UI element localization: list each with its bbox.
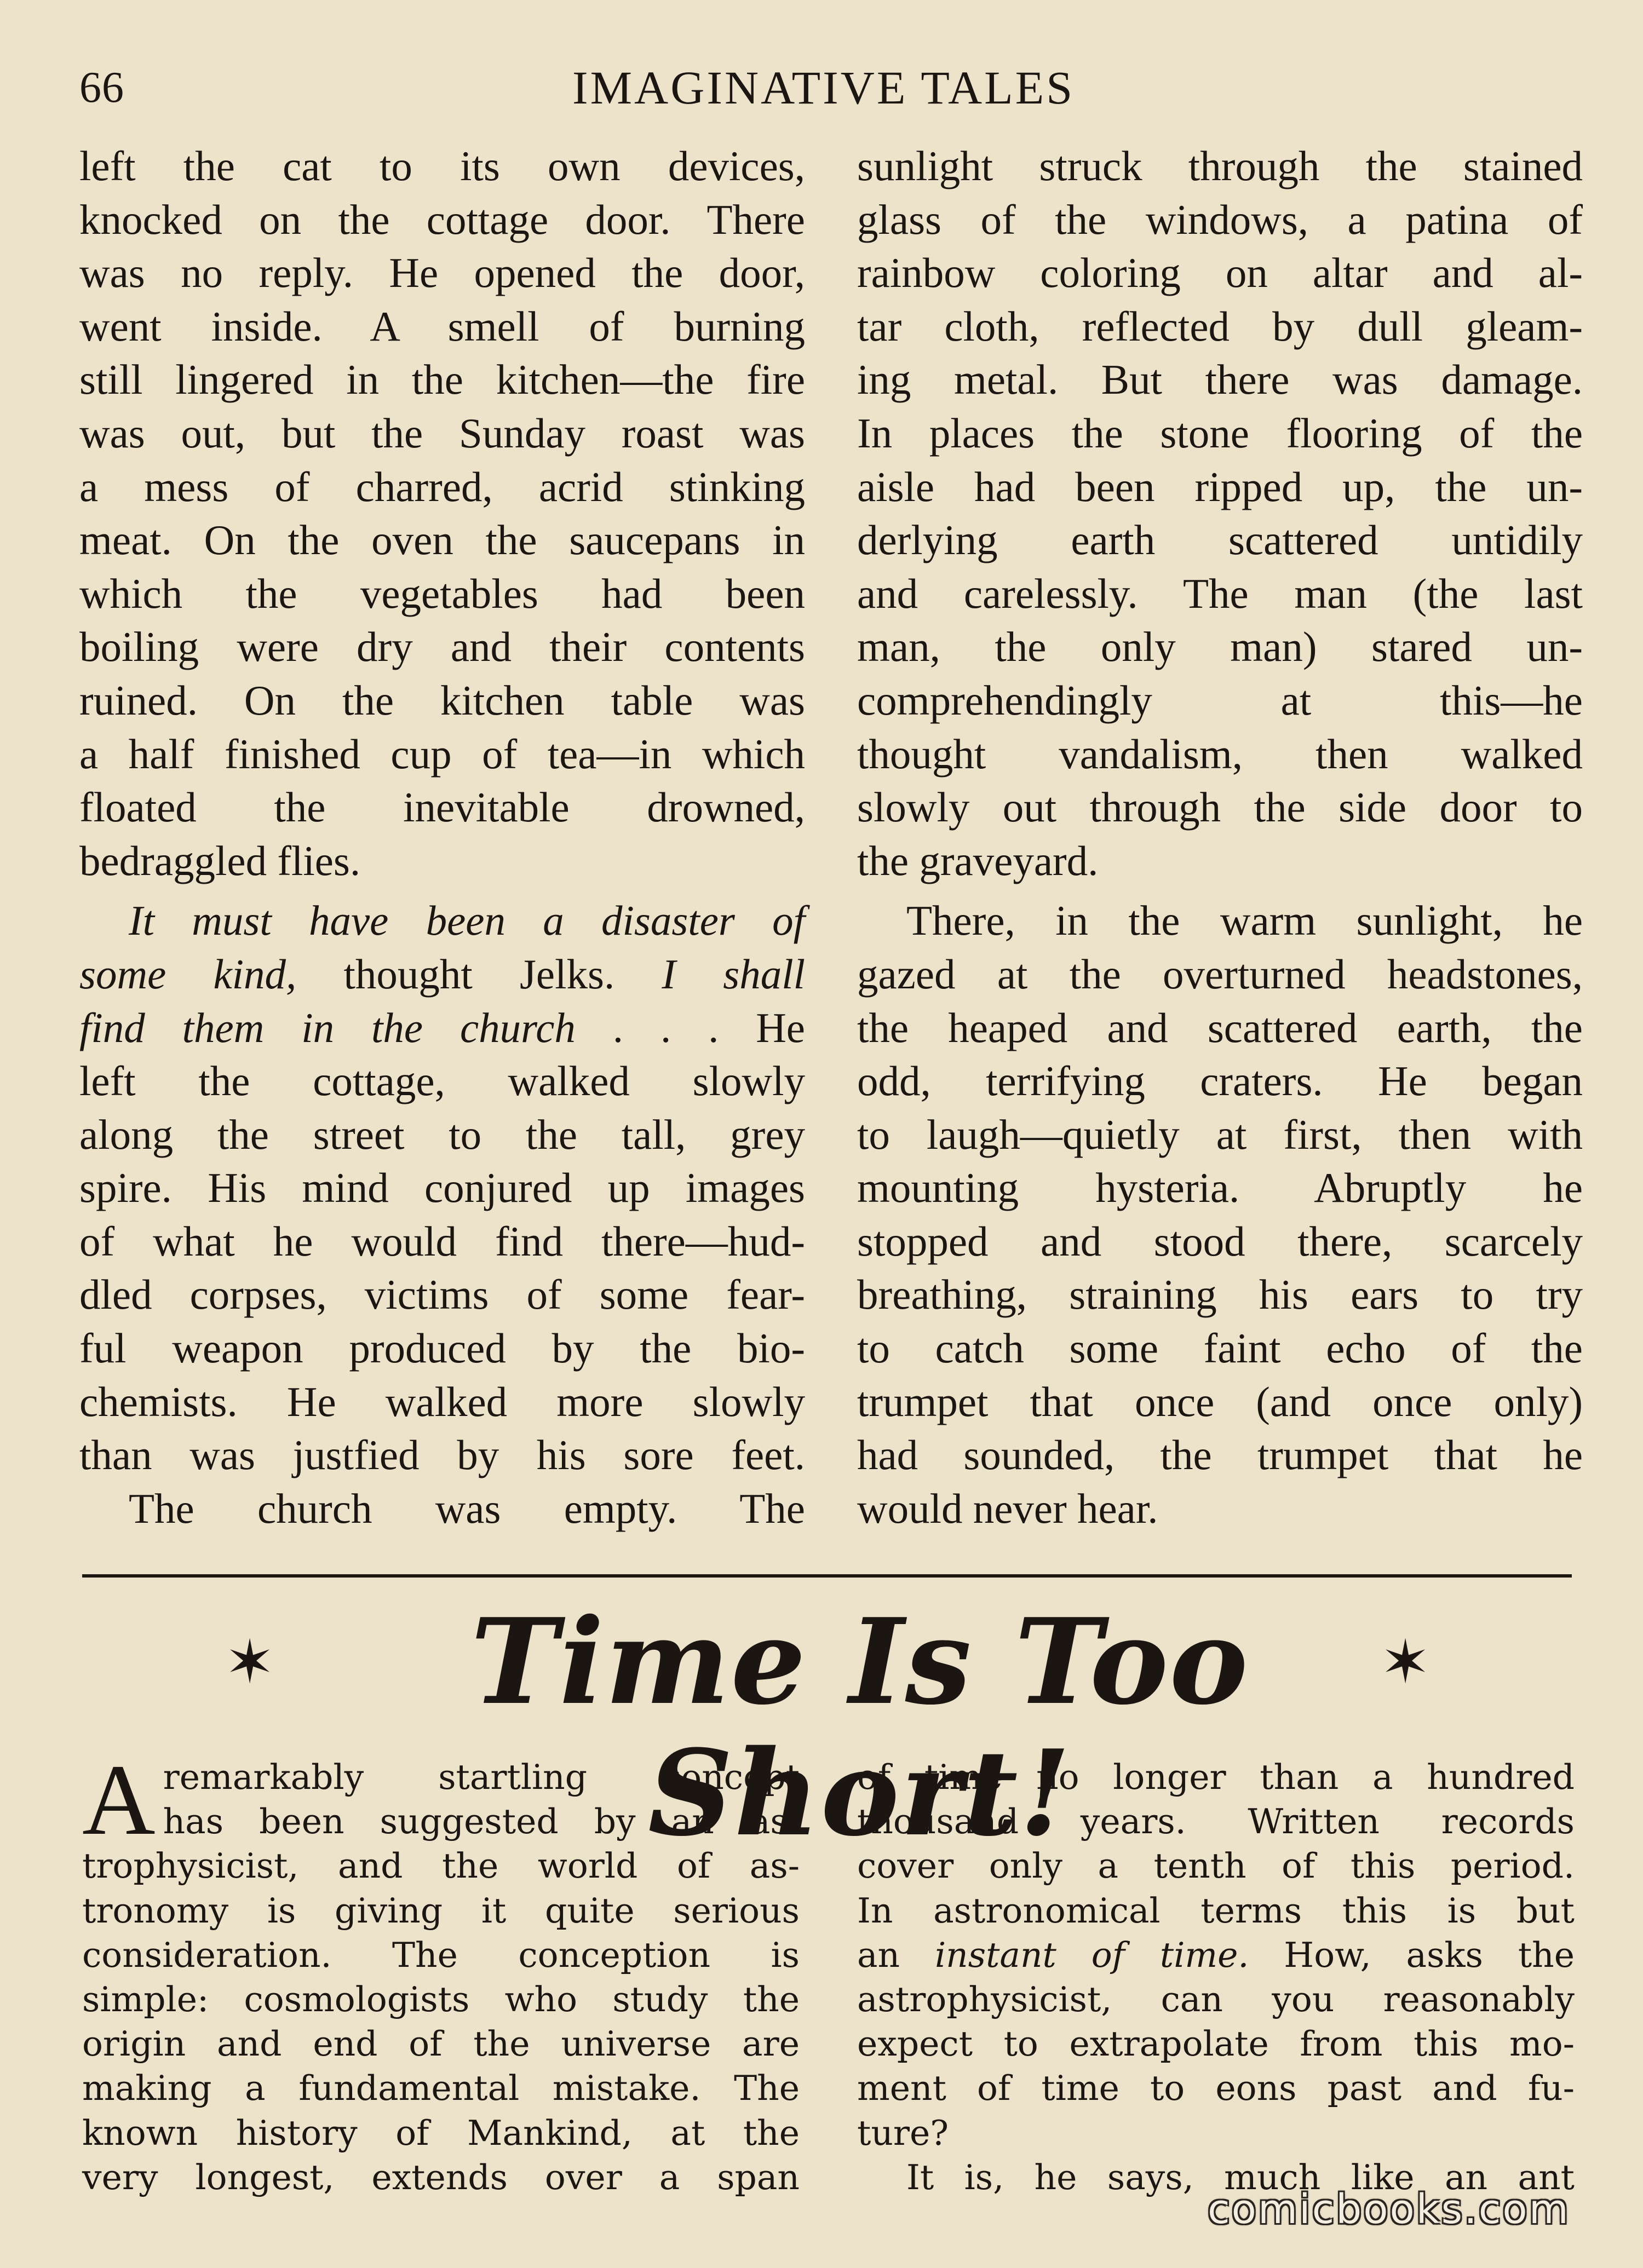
text-line: tar cloth, reflected by dull gleam- (857, 302, 1583, 350)
text-line: to laugh—quietly at first, then with (857, 1110, 1583, 1158)
text-line: trumpet that once (and once only) (857, 1378, 1583, 1425)
text-line: consideration. The conception is (82, 1935, 800, 1975)
text-line: man, the only man) stared un- (857, 623, 1583, 671)
text-line: along the street to the tall, grey (79, 1110, 805, 1158)
article-right-column (857, 1755, 1575, 2200)
text-line: the graveyard. (857, 837, 1099, 884)
text-line: was out, but the Sunday roast was (79, 409, 805, 457)
text-line (79, 1001, 805, 1055)
text-line: astrophysicist, can you reasonably (857, 1979, 1575, 2020)
text-line: was no reply. He opened the door, (79, 249, 805, 297)
text-line: known history of Mankind, at the (82, 2112, 800, 2153)
article-title: Time Is Too Short! (470, 1592, 1249, 1862)
text-line: knocked on the cottage door. There (79, 195, 805, 243)
text-line: simple: cosmologists who study the (82, 1979, 800, 2020)
roman-text: How, asks the (1249, 1935, 1575, 1975)
text-line: left the cat to its own devices, (79, 142, 805, 189)
text-line: has been suggested by an as- (163, 1801, 800, 1842)
text-line: of time no longer than a hundred (857, 1757, 1575, 1797)
text-line: the heaped and scattered earth, the (857, 1004, 1583, 1051)
text-line: remarkably startling concept (163, 1757, 800, 1797)
roman-text: . . . He (575, 1004, 805, 1051)
text-line: tronomy is giving it quite serious (82, 1890, 800, 1931)
roman-text: an (857, 1935, 935, 1975)
text-line: comprehendingly at this—he (857, 676, 1583, 724)
italic-text: find them in the church (79, 1004, 576, 1051)
text-line: than was justfied by his sore feet. (79, 1431, 805, 1479)
text-line: would never hear. (857, 1484, 1158, 1532)
italic-text: I shall (662, 950, 805, 998)
text-line: odd, terrifying craters. He began (857, 1057, 1583, 1105)
text-line: gazed at the overturned headstones, (857, 950, 1583, 998)
text-line: sunlight struck through the stained (857, 142, 1583, 189)
italic-text: some kind, (79, 950, 297, 998)
story-paragraph (857, 140, 1583, 888)
text-line: glass of the windows, a patina of (857, 195, 1583, 243)
text-line: In places the stone flooring of the (857, 409, 1583, 457)
text-line: a half finished cup of tea—in which (79, 730, 805, 778)
watermark: comicbooks.com (1208, 2186, 1570, 2233)
text-line: bedraggled flies. (79, 837, 361, 884)
text-line: derlying earth scattered untidily (857, 516, 1583, 564)
text-line: making a fundamental mistake. The (82, 2068, 800, 2109)
text-line: ment of time to eons past and fu- (857, 2068, 1575, 2109)
italic-text: It must have been a disaster of (129, 897, 805, 945)
text-line: origin and end of the universe are (82, 2024, 800, 2064)
text-line: slowly out through the side door to (857, 784, 1583, 831)
text-line: dled corpses, victims of some fear- (79, 1271, 805, 1319)
star-icon: ✶ (225, 1627, 275, 1697)
text-line: spire. His mind conjured up images (79, 1164, 805, 1212)
text-line: It is, he says, much like an ant (906, 2157, 1575, 2197)
text-line: trophysicist, and the world of as- (82, 1846, 800, 1886)
text-line: had sounded, the trumpet that he (857, 1431, 1583, 1479)
running-title: IMAGINATIVE TALES (572, 61, 1075, 114)
page-number: 66 (79, 64, 124, 112)
text-line: went inside. A smell of burning (79, 302, 805, 350)
text-line: thousand years. Written records (857, 1801, 1575, 1842)
drop-cap: A (82, 1744, 156, 1856)
text-line: which the vegetables had been (79, 569, 805, 617)
text-line: expect to extrapolate from this mo- (857, 2024, 1575, 2064)
text-line (79, 948, 805, 1001)
text-line: rainbow coloring on altar and al- (857, 249, 1583, 297)
text-line: floated the inevitable drowned, (79, 784, 805, 831)
text-line: cover only a tenth of this period. (857, 1846, 1575, 1886)
text-line: breathing, straining his ears to try (857, 1271, 1583, 1319)
story-paragraph (79, 894, 805, 1535)
text-line: stopped and stood there, scarcely (857, 1217, 1583, 1265)
text-line: and carelessly. The man (the last (857, 569, 1583, 617)
star-icon: ✶ (1380, 1627, 1431, 1697)
text-line: mounting hysteria. Abruptly he (857, 1164, 1583, 1212)
text-line: meat. On the oven the saucepans in (79, 516, 805, 564)
text-line: ruined. On the kitchen table was (79, 676, 805, 724)
text-line: There, in the warm sunlight, he (906, 897, 1583, 945)
text-line: ful weapon produced by the bio- (79, 1325, 805, 1372)
text-line: boiling were dry and their contents (79, 623, 805, 671)
section-divider (82, 1574, 1572, 1578)
text-line: ing metal. But there was damage. (857, 356, 1583, 404)
text-line: of what he would find there—hud- (79, 1217, 805, 1265)
article-left-column (82, 1744, 800, 2200)
story-right-column (857, 140, 1583, 1535)
story-paragraph (857, 894, 1583, 1535)
italic-text: instant of time. (935, 1935, 1249, 1975)
text-line: In astronomical terms this is but (857, 1890, 1575, 1931)
text-line: left the cottage, walked slowly (79, 1057, 805, 1105)
page-header (79, 55, 1580, 120)
text-line: to catch some faint echo of the (857, 1325, 1583, 1372)
text-line: very longest, extends over a span (82, 2157, 800, 2197)
text-line (79, 894, 805, 948)
text-line: ture? (857, 2112, 949, 2153)
text-line: aisle had been ripped up, the un- (857, 463, 1583, 510)
story-left-column (79, 140, 805, 1535)
text-line: The church was empty. The (129, 1484, 805, 1532)
story-paragraph (79, 140, 805, 888)
text-line: thought vandalism, then walked (857, 730, 1583, 778)
text-line: a mess of charred, acrid stinking (79, 463, 805, 510)
roman-text: thought Jelks. (296, 950, 662, 998)
text-line: chemists. He walked more slowly (79, 1378, 805, 1425)
text-line (857, 1933, 1575, 1977)
text-line: still lingered in the kitchen—the fire (79, 356, 805, 404)
